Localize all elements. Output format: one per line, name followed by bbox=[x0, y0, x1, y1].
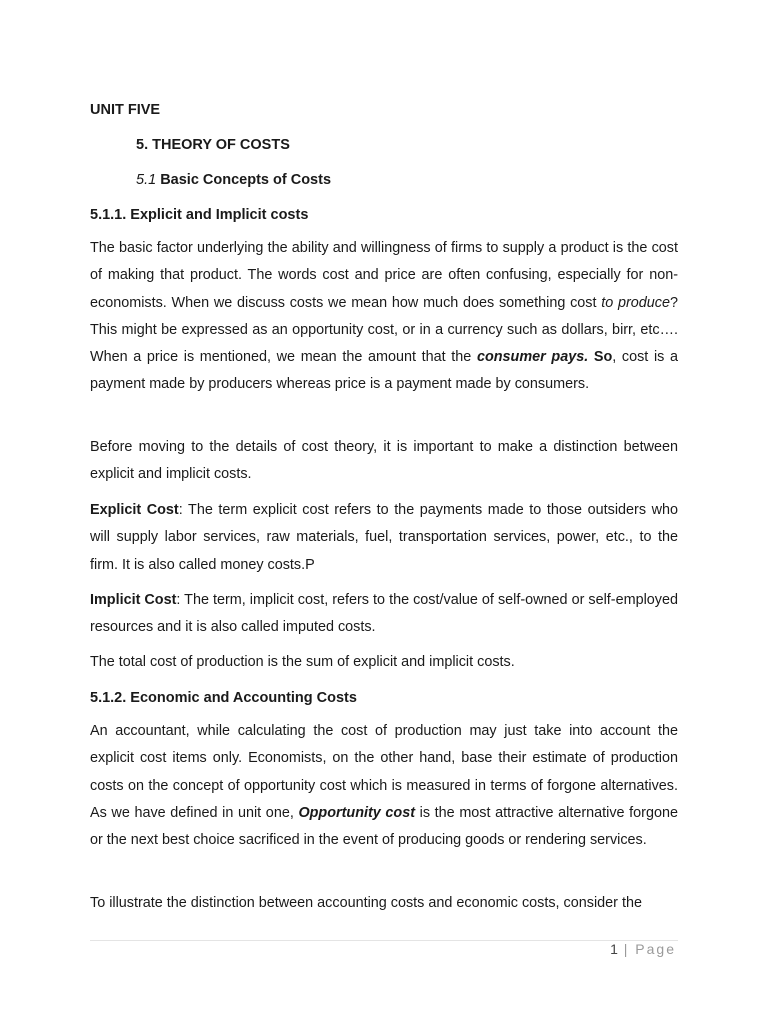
explicit-cost-definition: : The term explicit cost refers to the payments made to those outsiders who will supply labor services, raw materials, fuel, transportation services, power, etc., to the firm. It is also called money costs.P bbox=[90, 502, 678, 573]
section-title: Basic Concepts of Costs bbox=[160, 172, 332, 188]
para1-bold-so: So bbox=[588, 349, 613, 366]
subsection-heading-2: 5.1.2. Economic and Accounting Costs bbox=[90, 690, 357, 706]
footer-divider bbox=[90, 940, 678, 941]
para6-emphasis-opportunity-cost: Opportunity cost bbox=[298, 804, 416, 821]
unit-title: UNIT FIVE bbox=[90, 102, 161, 118]
page-label: Page bbox=[635, 941, 676, 957]
paragraph-total-cost: The total cost of production is the sum of explicit and implicit costs. bbox=[90, 654, 515, 670]
subsection-heading-1: 5.1.1. Explicit and Implicit costs bbox=[90, 207, 309, 223]
para1-emphasis-consumer-pays: consumer pays. bbox=[476, 349, 589, 366]
page-footer bbox=[610, 941, 676, 957]
implicit-cost-term: Implicit Cost bbox=[90, 592, 177, 608]
paragraph-cost-vs-price bbox=[90, 235, 678, 399]
paragraph-implicit-cost bbox=[90, 587, 678, 642]
chapter-title: 5. THEORY OF COSTS bbox=[136, 137, 290, 153]
para1-text-c: ? This might be expressed as an opportunity cost, or in a currency such as dollars, birr, etc…. When a price is mentioned, we mean the amount that the bbox=[90, 294, 678, 366]
page-number: 1 bbox=[610, 941, 618, 957]
para1-text-f: , cost is a payment made by producers whereas price is a payment made by consumers. bbox=[90, 349, 678, 393]
explicit-cost-term: Explicit Cost bbox=[90, 502, 179, 518]
paragraph-distinction-intro: Before moving to the details of cost theory, it is important to make a distinction between explicit and implicit costs. bbox=[90, 439, 678, 483]
paragraph-explicit-cost bbox=[90, 497, 678, 579]
paragraph-illustration-start: To illustrate the distinction between accounting costs and economic costs, consider the bbox=[90, 895, 642, 911]
section-number: 5.1 bbox=[136, 172, 157, 188]
para1-emphasis-to-produce: to produce bbox=[601, 294, 670, 311]
para6-text-a: An accountant, while calculating the cost of production may just take into account the explicit cost items only. Economists, on the other hand, base their estimate of production costs on the concept of opportunity cost which is measured in terms of forgone alternatives. As we have defined in unit one, bbox=[90, 723, 678, 821]
implicit-cost-definition: : The term, implicit cost, refers to the cost/value of self-owned or self-employed resources and it is also called imputed costs. bbox=[90, 592, 678, 636]
para1-text-a: The basic factor underlying the ability and willingness of firms to supply a product is the cost of making that product. The words cost and price are often confusing, especially for non-economists. When we discuss costs we mean how much does something cost bbox=[90, 240, 678, 311]
paragraph-accounting-vs-economic bbox=[90, 718, 678, 854]
page-separator: | bbox=[617, 941, 636, 957]
section-heading bbox=[136, 170, 331, 190]
para6-text-c: is the most attractive alternative forgone or the next best choice sacrificed in the event of producing goods or rendering services. bbox=[90, 804, 678, 849]
